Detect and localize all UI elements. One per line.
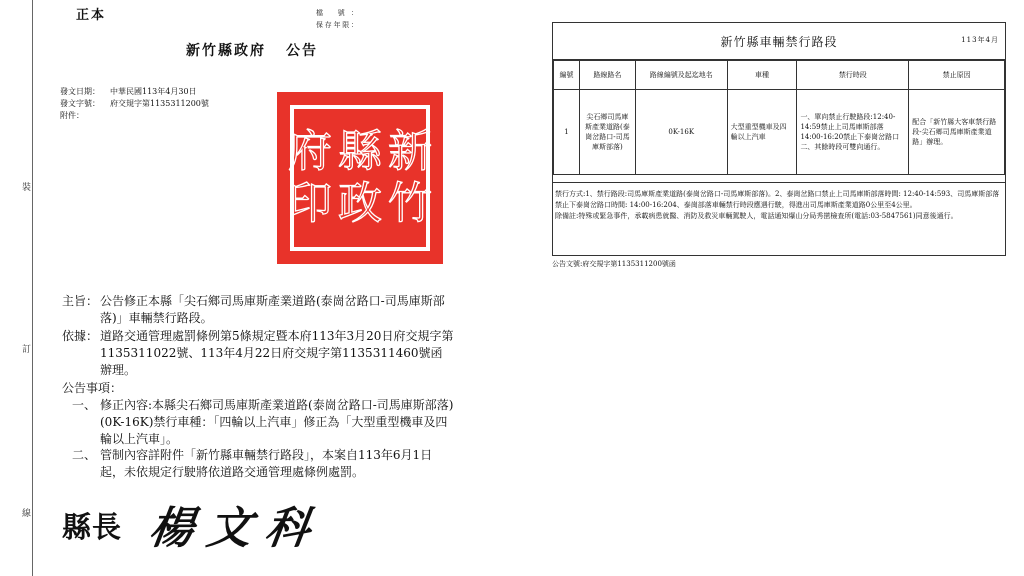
cell-time: 一、單向禁止行駛路段:12:40-14:59禁止上司馬庫斯部落14:00-16:20禁止下泰崗岔路口 二、其餘時段可雙向通行。 [797, 90, 909, 175]
table-footer-reference: 公告文號:府交規字第1135311200號函 [552, 260, 676, 268]
cell-number: 1 [554, 90, 580, 175]
column-header: 路線路名 [579, 61, 635, 90]
column-header: 禁止原因 [909, 61, 1005, 90]
table-row [554, 90, 1005, 175]
doc-title [186, 40, 318, 60]
table-date: 113年4月 [961, 36, 999, 44]
official-seal: 新竹 縣政 府印 [277, 92, 443, 264]
restriction-table-panel [552, 22, 1006, 256]
subject-text: 公告修正本縣「尖石鄉司馬庫斯產業道路(泰崗岔路口-司馬庫斯部落)」車輛禁行路段。 [100, 294, 445, 325]
column-header: 路線編號及起迄地名 [635, 61, 727, 90]
note-line: 除備註:特殊或緊急事件，承載病患就醫、消防及救災車輛駕駛人，電話通知爆山分局秀巒檢查所(電話:03-5847561)同意後通行。 [555, 212, 958, 220]
table-title: 新竹縣車輛禁行路段 113年4月 [553, 23, 1005, 60]
agency-name: 新竹縣政府 [186, 43, 266, 59]
column-header: 禁行時段 [797, 61, 909, 90]
restriction-table [553, 60, 1005, 175]
doc-number-row: 發文字號： 府交規字第1135311200號 [60, 99, 209, 108]
cell-route: 尖石鄉司馬庫斯產業道路(泰崗岔路口-司馬庫斯部落) [579, 90, 635, 175]
items-heading: 公告事項： [62, 381, 123, 395]
column-header: 車種 [727, 61, 797, 90]
doc-number: 府交規字第1135311200號 [110, 99, 209, 108]
retention-label: 保存年限： [316, 21, 358, 29]
binding-mark-xian: 線 [22, 509, 32, 519]
cell-section: 0K-16K [635, 90, 727, 175]
cell-reason: 配合「新竹縣大客車禁行路段-尖石鄉司馬庫斯產業道路」辦理。 [909, 90, 1005, 175]
column-header: 編號 [554, 61, 580, 90]
binding-mark-zhuang: 裝 [22, 183, 32, 193]
cell-vehicle: 大型重型機車及四輪以上汽車 [727, 90, 797, 175]
signature-name: 楊文科 [145, 503, 327, 554]
basis-row: 依據： 道路交通管理處罰條例第5條規定暨本府113年3月20日府交規字第1135311022號、113年4月22日府交規字第1135311460號函辦理。 [62, 329, 454, 377]
table-header-row [554, 61, 1005, 90]
basis-text: 道路交通管理處罰條例第5條規定暨本府113年3月20日府交規字第1135311022號、113年4月22日府交規字第1135311460號函辦理。 [100, 329, 454, 377]
file-number-label: 檔 號： [316, 9, 358, 17]
table-notes [553, 182, 1005, 222]
issue-date-row: 發文日期： 中華民國113年4月30日 [60, 87, 197, 96]
copy-label: 正本 [76, 8, 107, 23]
notice-item: 二、 管制內容詳附件「新竹縣車輛禁行路段」，本案自113年6月1日起，未依規定行駛將依道路交通管理處條例處罰。 [72, 448, 433, 479]
binding-line [32, 0, 33, 576]
notice-item: 一、 修正內容:本縣尖石鄉司馬庫斯產業道路(泰崗岔路口-司馬庫斯部落)(0K-16K)禁行車種：「四輪以上汽車」修正為「大型重型機車及四輪以上汽車」。 [72, 398, 454, 446]
signature-title: 縣長 [62, 510, 123, 544]
issue-date: 中華民國113年4月30日 [110, 87, 197, 96]
attachment-row: 附件： [60, 111, 84, 120]
binding-mark-ding: 訂 [22, 345, 32, 355]
doc-type: 公告 [286, 43, 318, 59]
subject-row: 主旨： 公告修正本縣「尖石鄉司馬庫斯產業道路(泰崗岔路口-司馬庫斯部落)」車輛禁行路段。 [62, 293, 454, 327]
note-line: 禁行方式:1、禁行路段:司馬庫斯產業道路(泰崗岔路口-司馬庫斯部落)。2、泰崗岔路口禁止上司馬庫斯部落時間: 12:40-14:593、司馬庫斯部落禁止下泰崗岔路口時間: 14:00-16:204、泰崗部落車輛禁行時段應遇行駛，得進出司馬庫斯產業道路0公里至4公里。 [555, 190, 1000, 209]
